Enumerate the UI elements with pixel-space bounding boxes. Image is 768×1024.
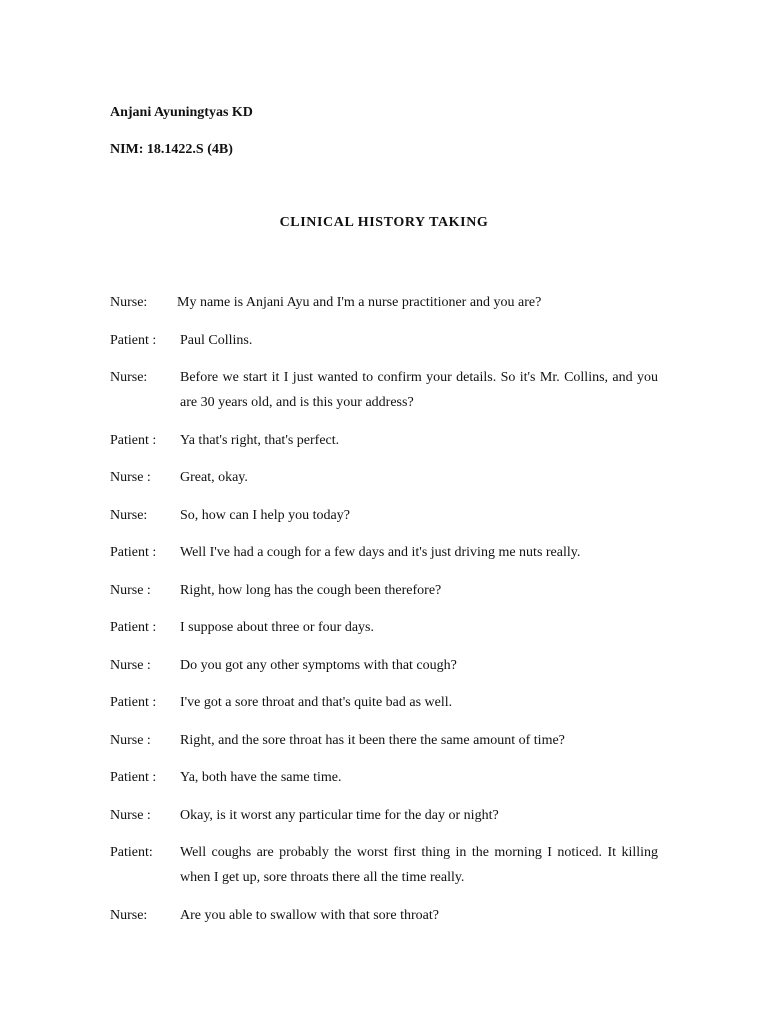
speaker-label: Nurse : bbox=[110, 657, 151, 673]
dialogue-turn bbox=[110, 615, 658, 640]
speech-text: Right, and the sore throat has it been there the same amount of time? bbox=[180, 732, 565, 748]
speech-text: Ya that's right, that's perfect. bbox=[180, 432, 340, 448]
speaker-label: Nurse: bbox=[110, 507, 148, 523]
dialogue-turn bbox=[110, 840, 658, 890]
speaker-label: Patient : bbox=[110, 620, 157, 635]
speech-text: Well I've had a cough for a few days and it's just driving me nuts really. bbox=[180, 545, 581, 560]
speaker-label: Patient: bbox=[110, 845, 153, 860]
speech-text: I've got a sore throat and that's quite bad as well. bbox=[180, 695, 453, 710]
speech-text: Right, how long has the cough been therefore? bbox=[180, 582, 442, 598]
dialogue-turn bbox=[110, 503, 658, 528]
dialogue-turn bbox=[110, 540, 658, 565]
dialogue-turn bbox=[110, 653, 658, 678]
dialogue-turn bbox=[110, 290, 658, 315]
speaker-label: Nurse : bbox=[110, 470, 151, 485]
speech-text: Okay, is it worst any particular time for the day or night? bbox=[180, 807, 499, 823]
speech-text: Great, okay. bbox=[180, 470, 248, 485]
speaker-label: Nurse: bbox=[110, 295, 148, 310]
dialogue-turn bbox=[110, 765, 658, 790]
speaker-label: Patient : bbox=[110, 545, 157, 560]
dialogue-turn bbox=[110, 903, 658, 928]
speaker-label: Patient : bbox=[110, 332, 157, 348]
dialogue-turn bbox=[110, 428, 658, 453]
speech-text: Paul Collins. bbox=[180, 332, 253, 348]
speaker-label: Patient : bbox=[110, 432, 157, 448]
speaker-label: Nurse: bbox=[110, 370, 148, 385]
dialogue-transcript bbox=[110, 290, 658, 940]
speech-text: So, how can I help you today? bbox=[180, 507, 350, 523]
dialogue-turn bbox=[110, 578, 658, 603]
speaker-label: Patient : bbox=[110, 770, 157, 785]
dialogue-turn bbox=[110, 803, 658, 828]
speaker-label: Patient : bbox=[110, 695, 157, 710]
speech-text: Ya, both have the same time. bbox=[180, 770, 342, 785]
dialogue-turn bbox=[110, 728, 658, 753]
speech-text: I suppose about three or four days. bbox=[180, 620, 375, 635]
speech-text: Are you able to swallow with that sore throat? bbox=[180, 907, 439, 923]
student-id: NIM: 18.1422.S (4B) bbox=[110, 142, 233, 157]
dialogue-turn bbox=[110, 465, 658, 490]
speaker-label: Nurse: bbox=[110, 907, 148, 923]
speech-text: Before we start it I just wanted to confirm your details. So it's Mr. Collins, and you are 30 years old, and is this your address? bbox=[180, 370, 658, 410]
author-name: Anjani Ayuningtyas KD bbox=[110, 105, 253, 120]
speaker-label: Nurse : bbox=[110, 582, 151, 598]
dialogue-turn bbox=[110, 690, 658, 715]
speech-text: My name is Anjani Ayu and I'm a nurse practitioner and you are? bbox=[177, 295, 542, 310]
speech-text: Do you got any other symptoms with that cough? bbox=[180, 657, 457, 673]
speaker-label: Nurse : bbox=[110, 807, 151, 823]
dialogue-turn bbox=[110, 328, 658, 353]
document-title: CLINICAL HISTORY TAKING bbox=[279, 215, 489, 230]
speech-text: Well coughs are probably the worst first thing in the morning I noticed. It killing when I get up, sore throats there all the time really. bbox=[180, 845, 658, 885]
speaker-label: Nurse : bbox=[110, 732, 151, 748]
dialogue-turn bbox=[110, 365, 658, 415]
